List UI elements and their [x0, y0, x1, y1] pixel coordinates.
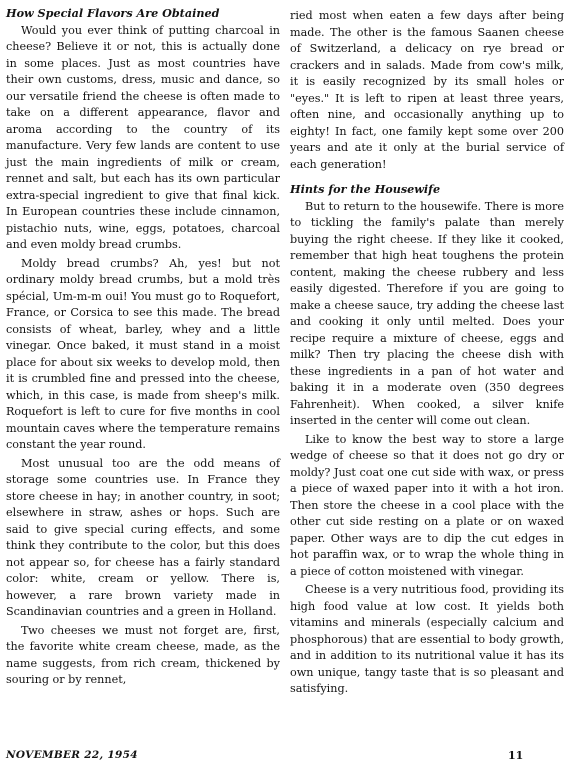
section-heading-special-flavors: How Special Flavors Are Obtained — [6, 6, 220, 20]
paragraph: But to return to the housewife. There is more to tickling the family's palate than merely buying the right cheese. If they like it cooked, remember that high heat toughens the protein content, making the cheese rubbery and less easily digested. Therefore if you are going to make a cheese sauce, try adding the cheese last and cooking it only until melted. Does your recipe require a mixture of cheese, eggs and milk? Then try placing the cheese dish with these ingredients in a pan of hot water and baking it in a moderate oven (350 degrees Fahrenheit). When cooked, a silver knife inserted in the center will come out clean. — [290, 199, 564, 427]
left-column — [6, 4, 280, 691]
paragraph: Would you ever think of putting charcoal in cheese? Believe it or not, this is actually done in some places. Just as most countries have their own customs, dress, music and dance, so our versatile friend the cheese is often made to take on a different appearance, flavor and aroma according to the country of its manufacture. Very few lands are content to use just the main ingredients of milk or cream, rennet and salt, but each has its own particular extra-special ingredient to give that final kick. In European countries these include cinnamon, pistachio nuts, wine, eggs, potatoes, charcoal and even moldy bread crumbs. — [6, 23, 280, 251]
continued-paragraph: ried most when eaten a few days after being made. The other is the famous Saanen cheese of Switzerland, a delicacy on rye bread or crackers and in salads. Made from cow's milk, it is easily recognized by its small holes or "eyes." It is left to ripen at least three years, often nine, and occasionally anything up to eighty! In fact, one family kept some over 200 years and ate it only at the burial service of each generation! — [290, 9, 564, 171]
paragraph: Cheese is a very nutritious food, providing its high food value at low cost. It yields both vitamins and minerals (especially calcium and phosphorous) that are essential to body growth, and in addition to its nutritional value it has its own unique, tangy taste that is so pleasant and satisfying. — [290, 583, 564, 695]
paragraph: Two cheeses we must not forget are, first, the favorite white cream cheese, made, as the name suggests, from rich cream, thickened by souring or by rennet, — [6, 623, 280, 686]
paragraph: Like to know the best way to store a large wedge of cheese so that it does not go dry or moldy? Just coat one cut side with wax, or press a piece of waxed paper into it with a hot iron. Then store the cheese in a cool place with the other cut side resting on a plate or on waxed paper. Other ways are to dip the cut edges in hot paraffin wax, or to wrap the whole thing in a piece of cotton moistened with vinegar. — [290, 432, 564, 578]
section-heading-hints-housewife: Hints for the Housewife — [290, 182, 441, 196]
footer-date: NOVEMBER 22, 1954 — [6, 749, 138, 761]
paragraph: Most unusual too are the odd means of storage some countries use. In France they store cheese in hay; in another country, in soot; elsewhere in straw, ashes or hops. Such are said to give special curing effects, and some think they contribute to the color, but this does not appear so, for cheese has a fairly standard color: white, cream or yellow. There is, however, a rare brown variety made in Scandinavian countries and a green in Holland. — [6, 456, 280, 618]
paragraph: Moldy bread crumbs? Ah, yes! but not ordinary moldy bread crumbs, but a mold très spécial, Um-m-m oui! You must go to Roquefort, France, or Corsica to see this made. The bread consists of wheat, barley, whey and a little vinegar. Once baked, it must stand in a moist place for about six weeks to develop mold, then it is crumbled fine and pressed into the cheese, which, in this case, is made from sheep's milk. Roquefort is left to cure for five months in cool mountain caves where the temperature remains constant the year round. — [6, 256, 280, 451]
page-number: 11 — [508, 749, 524, 762]
right-column — [290, 8, 564, 700]
